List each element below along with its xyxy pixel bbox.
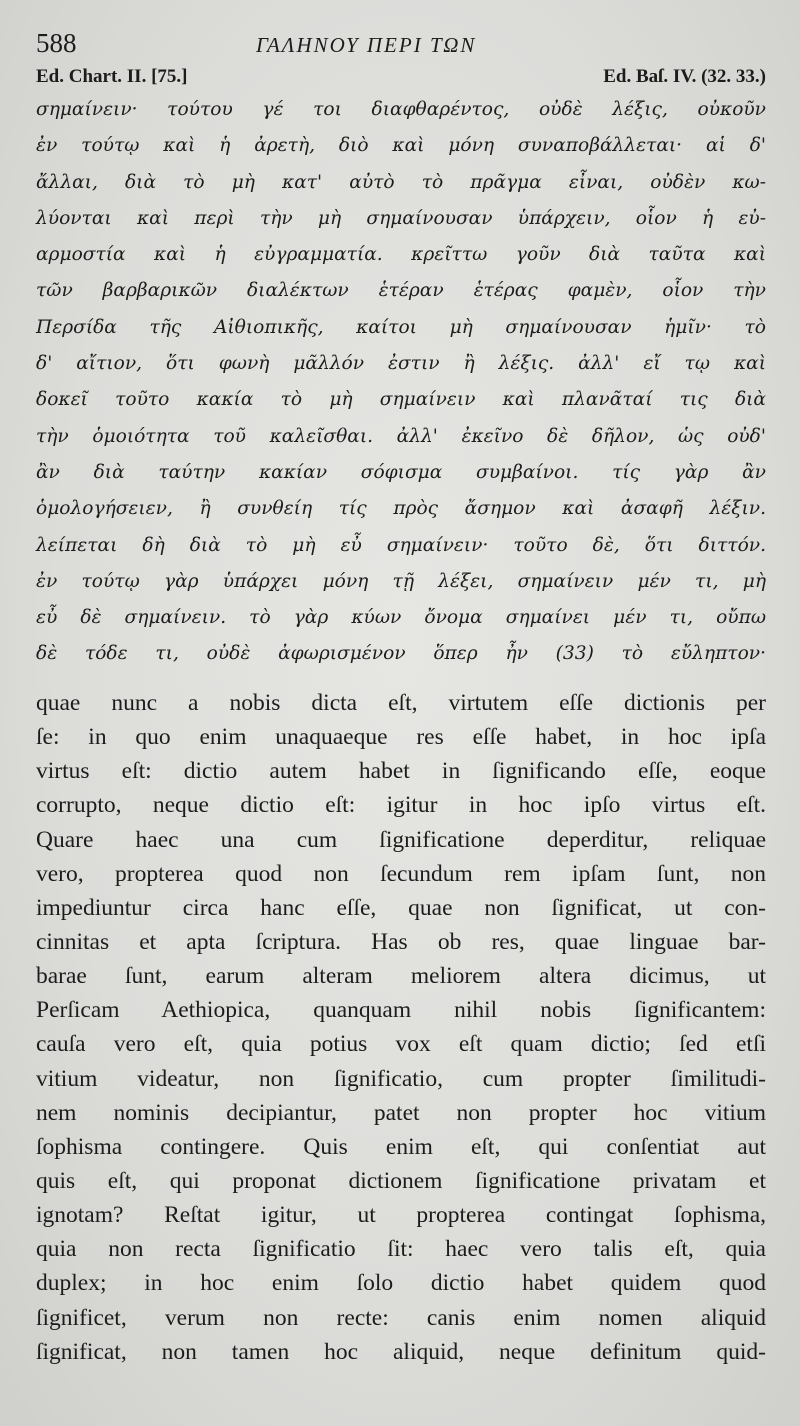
edition-reference-line bbox=[36, 66, 766, 92]
latin-line: quia non recta ſignificatio ſit: haec vero talis eſt, quia bbox=[36, 1236, 766, 1263]
greek-line: ὁμολογήσειεν, ἢ συνθείη τίς πρὸς ἄσημον καὶ ἀσαφῆ λέξιν. bbox=[36, 498, 766, 520]
latin-line: Quare haec una cum ſignificatione deperditur, reliquae bbox=[36, 826, 766, 853]
latin-line: cauſa vero eſt, quia potius vox eſt quam dictio; ſed etſi bbox=[36, 1031, 766, 1058]
greek-line: δοκεῖ τοῦτο κακία τὸ μὴ σημαίνειν καὶ πλανᾶταί τις διὰ bbox=[36, 389, 766, 411]
latin-line: impediuntur circa hanc eſſe, quae non ſignificat, ut con- bbox=[36, 894, 766, 921]
greek-line: ἄλλαι, διὰ τὸ μὴ κατ' αὐτὸ τὸ πρᾶγμα εἶναι, οὐδὲν κω- bbox=[36, 171, 766, 193]
latin-line: vero, propterea quod non ſecundum rem ipſam ſunt, non bbox=[36, 860, 766, 887]
latin-line: ſignificat, non tamen hoc aliquid, neque definitum quid- bbox=[36, 1338, 766, 1365]
greek-line: ἐν τούτῳ καὶ ἡ ἀρετὴ, διὸ καὶ μόνη συναποβάλλεται· αἱ δ' bbox=[36, 135, 766, 157]
greek-line: τῶν βαρβαρικῶν διαλέκτων ἑτέραν ἑτέρας φαμὲν, οἷον τὴν bbox=[36, 280, 766, 302]
latin-translation-block bbox=[36, 686, 766, 1369]
greek-line: ἂν διὰ ταύτην κακίαν σόφισμα συμβαίνοι. τίς γὰρ ἂν bbox=[36, 461, 766, 483]
latin-line: cinnitas et apta ſcriptura. Has ob res, quae linguae bar- bbox=[36, 928, 766, 955]
greek-line: λείπεται δὴ διὰ τὸ μὴ εὖ σημαίνειν· τοῦτο δὲ, ὅτι διττόν. bbox=[36, 534, 766, 556]
greek-line: σημαίνειν· τούτου γέ τοι διαφθαρέντος, οὐδὲ λέξις, οὐκοῦν bbox=[36, 99, 766, 120]
greek-line: δὲ τόδε τι, οὐδὲ ἀφωρισμένον ὅπερ ἦν (33) τὸ εὔληπτον· bbox=[36, 643, 766, 665]
latin-line: ſe: in quo enim unaquaeque res eſſe habet, in hoc ipſa bbox=[36, 724, 766, 751]
page-header bbox=[36, 28, 764, 62]
running-title: ΓΑΛΗΝΟΥ ΠΕΡΙ ΤΩΝ bbox=[256, 33, 477, 57]
latin-line: barae ſunt, earum alteram meliorem altera dicimus, ut bbox=[36, 963, 766, 990]
latin-line: duplex; in hoc enim ſolo dictio habet quidem quod bbox=[36, 1270, 766, 1297]
greek-line: δ' αἴτιον, ὅτι φωνὴ μᾶλλόν ἐστιν ἢ λέξις. ἀλλ' εἴ τῳ καὶ bbox=[36, 353, 766, 375]
greek-line: ἐν τούτῳ γὰρ ὑπάρχει μόνη τῇ λέξει, σημαίνειν μέν τι, μὴ bbox=[36, 570, 766, 592]
edition-basel-reference: Ed. Baſ. IV. (32. 33.) bbox=[603, 66, 766, 87]
greek-text-block bbox=[36, 92, 766, 673]
latin-line: ſignificet, verum non recte: canis enim nomen aliquid bbox=[36, 1304, 766, 1331]
page-number: 588 bbox=[36, 28, 77, 58]
greek-line: Περσίδα τῆς Αἰθιοπικῆς, καίτοι μὴ σημαίνουσαν ἡμῖν· τὸ bbox=[36, 316, 766, 338]
greek-line: αρμοστία καὶ ἡ εὐγραμματία. κρεῖττω γοῦν διὰ ταῦτα καὶ bbox=[36, 244, 766, 266]
latin-line: ſophisma contingere. Quis enim eſt, qui conſentiat aut bbox=[36, 1133, 766, 1160]
edition-chartier-reference: Ed. Chart. II. [75.] bbox=[36, 66, 188, 87]
latin-line: quae nunc a nobis dicta eſt, virtutem eſſe dictionis per bbox=[36, 690, 766, 716]
latin-line: Perſicam Aethiopica, quanquam nihil nobis ſignificantem: bbox=[36, 997, 766, 1024]
greek-line: εὖ δὲ σημαίνειν. τὸ γὰρ κύων ὄνομα σημαίνει μέν τι, οὔπω bbox=[36, 607, 766, 629]
latin-line: corrupto, neque dictio eſt: igitur in hoc ipſo virtus eſt. bbox=[36, 792, 766, 819]
greek-line: λύονται καὶ περὶ τὴν μὴ σημαίνουσαν ὑπάρχειν, οἷον ἡ εὐ- bbox=[36, 207, 766, 229]
latin-line: nem nominis decipiantur, patet non propter hoc vitium bbox=[36, 1099, 766, 1126]
latin-line: ignotam? Reſtat igitur, ut propterea contingat ſophisma, bbox=[36, 1202, 766, 1229]
latin-line: quis eſt, qui proponat dictionem ſignificatione privatam et bbox=[36, 1167, 766, 1194]
greek-line: τὴν ὁμοιότητα τοῦ καλεῖσθαι. ἀλλ' ἐκεῖνο δὲ δῆλον, ὡς οὐδ' bbox=[36, 425, 766, 447]
latin-line: virtus eſt: dictio autem habet in ſignificando eſſe, eoque bbox=[36, 758, 766, 785]
latin-line: vitium videatur, non ſignificatio, cum propter ſimilitudi- bbox=[36, 1065, 766, 1092]
